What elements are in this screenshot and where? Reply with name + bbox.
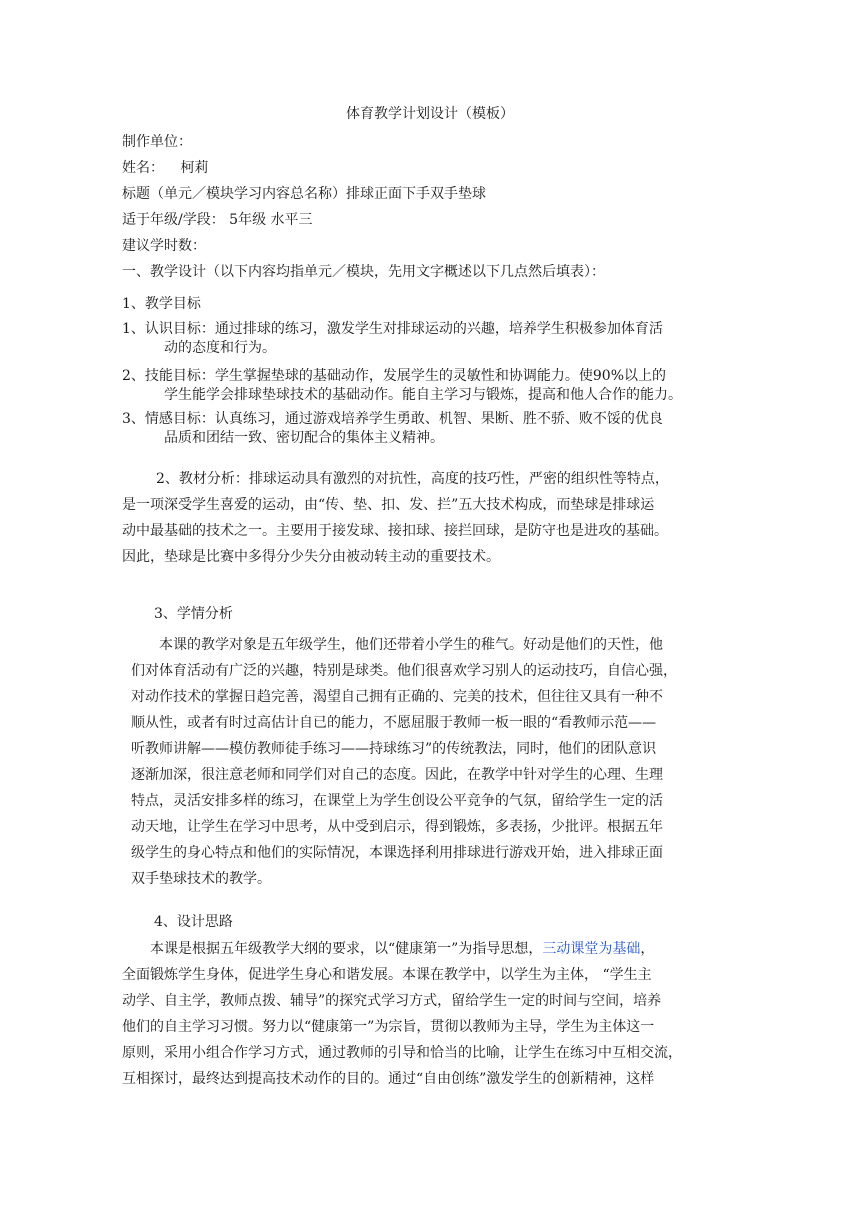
- design-line: 他们的自主学习习惯。努力以“健康第一”为宗旨，贯彻以教师为主导，学生为主体这一: [122, 1019, 655, 1035]
- students-line: 对动作技术的掌握日趋完善，渴望自己拥有正确的、完美的技术，但往往又具有一种不: [131, 689, 663, 705]
- goal-line-continued: 学生能学会排球垫球技术的基础动作。能自主学习与锻炼，提高和他人合作的能力。: [164, 387, 682, 403]
- analysis-line: 2、教材分析：排球运动具有激烈的对抗性，高度的技巧性，严密的组织性等特点，: [156, 471, 669, 487]
- unit-label: 制作单位：: [122, 134, 192, 150]
- design-line: 互相探讨，最终达到提高技术动作的目的。通过“自由创练”激发学生的创新精神，这样: [122, 1071, 655, 1087]
- design-line-text: 本课是根据五年级教学大纲的要求，以“健康第一”为指导思想，: [150, 941, 543, 957]
- analysis-line: 是一项深受学生喜爱的运动，由“传、垫、扣、发、拦”五大技术构成，而垫球是排球运: [122, 497, 655, 513]
- section-heading: 一、教学设计（以下内容均指单元／模块，先用文字概述以下几点然后填表）：: [122, 264, 605, 280]
- design-line: 动学、自主学，教师点拨、辅导”的探究式学习方式，留给学生一定的时间与空间，培养: [122, 993, 662, 1009]
- grade-line: 适于年级/学段： 5年级 水平三: [122, 212, 313, 228]
- goal-item: [122, 320, 742, 358]
- students-line: 双手垫球技术的教学。: [131, 871, 271, 887]
- goals-heading: 1、教学目标: [122, 296, 201, 312]
- design-line: 原则，采用小组合作学习方式，通过教师的引导和恰当的比喻，让学生在练习中互相交流，: [122, 1045, 682, 1061]
- goal-line: 2、技能目标：学生掌握垫球的基础动作，发展学生的灵敏性和协调能力。使90%以上的: [122, 368, 667, 384]
- goal-line: 1、认识目标：通过排球的练习，激发学生对排球运动的兴趣，培养学生积极参加体育活: [122, 321, 663, 337]
- goal-line-continued: 动的态度和行为。: [164, 340, 276, 356]
- analysis-paragraph: [122, 466, 738, 570]
- design-line: 全面锻炼学生身体，促进学生身心和谐发展。本课在教学中，以学生为主体， “学生主: [122, 967, 652, 983]
- topic-line: 标题（单元／模块学习内容总名称）排球正面下手双手垫球: [122, 186, 486, 202]
- analysis-line: 因此，垫球是比赛中多得分少失分由被动转主动的重要技术。: [122, 549, 500, 565]
- name-value: 柯莉: [180, 160, 209, 176]
- students-line: 本课的教学对象是五年级学生，他们还带着小学生的稚气。好动是他们的天性，他: [159, 637, 663, 653]
- students-paragraph: [131, 632, 737, 892]
- design-heading: 4、设计思路: [154, 914, 233, 930]
- students-line: 特点，灵活安排多样的练习，在课堂上为学生创设公平竞争的气氛，留给学生一定的活: [131, 793, 663, 809]
- students-line: 动天地，让学生在学习中思考，从中受到启示，得到锻炼，多表扬，少批评。根据五年: [131, 819, 663, 835]
- design-line: [122, 936, 738, 962]
- design-line-text: ，: [640, 941, 655, 957]
- name-line: [122, 158, 208, 178]
- name-label: 姓名：: [122, 160, 164, 176]
- goal-line: 3、情感目标：认真练习，通过游戏培养学生勇敢、机智、果断、胜不骄、败不馁的优良: [122, 411, 663, 427]
- students-line: 听教师讲解——模仿教师徒手练习——持球练习”的传统教法，同时，他们的团队意识: [131, 741, 657, 757]
- students-heading: 3、学情分析: [154, 606, 233, 622]
- design-paragraph: [122, 936, 738, 1092]
- goal-item: [122, 410, 742, 448]
- students-line: 们对体育活动有广泛的兴趣，特别是球类。他们很喜欢学习别人的运动技巧，自信心强，: [131, 663, 677, 679]
- students-line: 逐渐加深，很注意老师和同学们对自己的态度。因此，在教学中针对学生的心理、生理: [131, 767, 663, 783]
- students-line: 级学生的身心特点和他们的实际情况，本课选择利用排球进行游戏开始，进入排球正面: [131, 845, 663, 861]
- students-line: 顺从性，或者有时过高估计自已的能力，不愿屈服于教师一板一眼的“看教师示范——: [131, 715, 657, 731]
- analysis-line: 动中最基础的技术之一。主要用于接发球、接扣球、接拦回球，是防守也是进攻的基础。: [122, 523, 668, 539]
- link-text[interactable]: 三动课堂为基础: [542, 941, 641, 957]
- document-title: 体育教学计划设计（模板）: [346, 106, 514, 122]
- goal-line-continued: 品质和团结一致、密切配合的集体主义精神。: [164, 430, 444, 446]
- hours-label: 建议学时数：: [122, 238, 206, 254]
- goal-item: [122, 367, 742, 405]
